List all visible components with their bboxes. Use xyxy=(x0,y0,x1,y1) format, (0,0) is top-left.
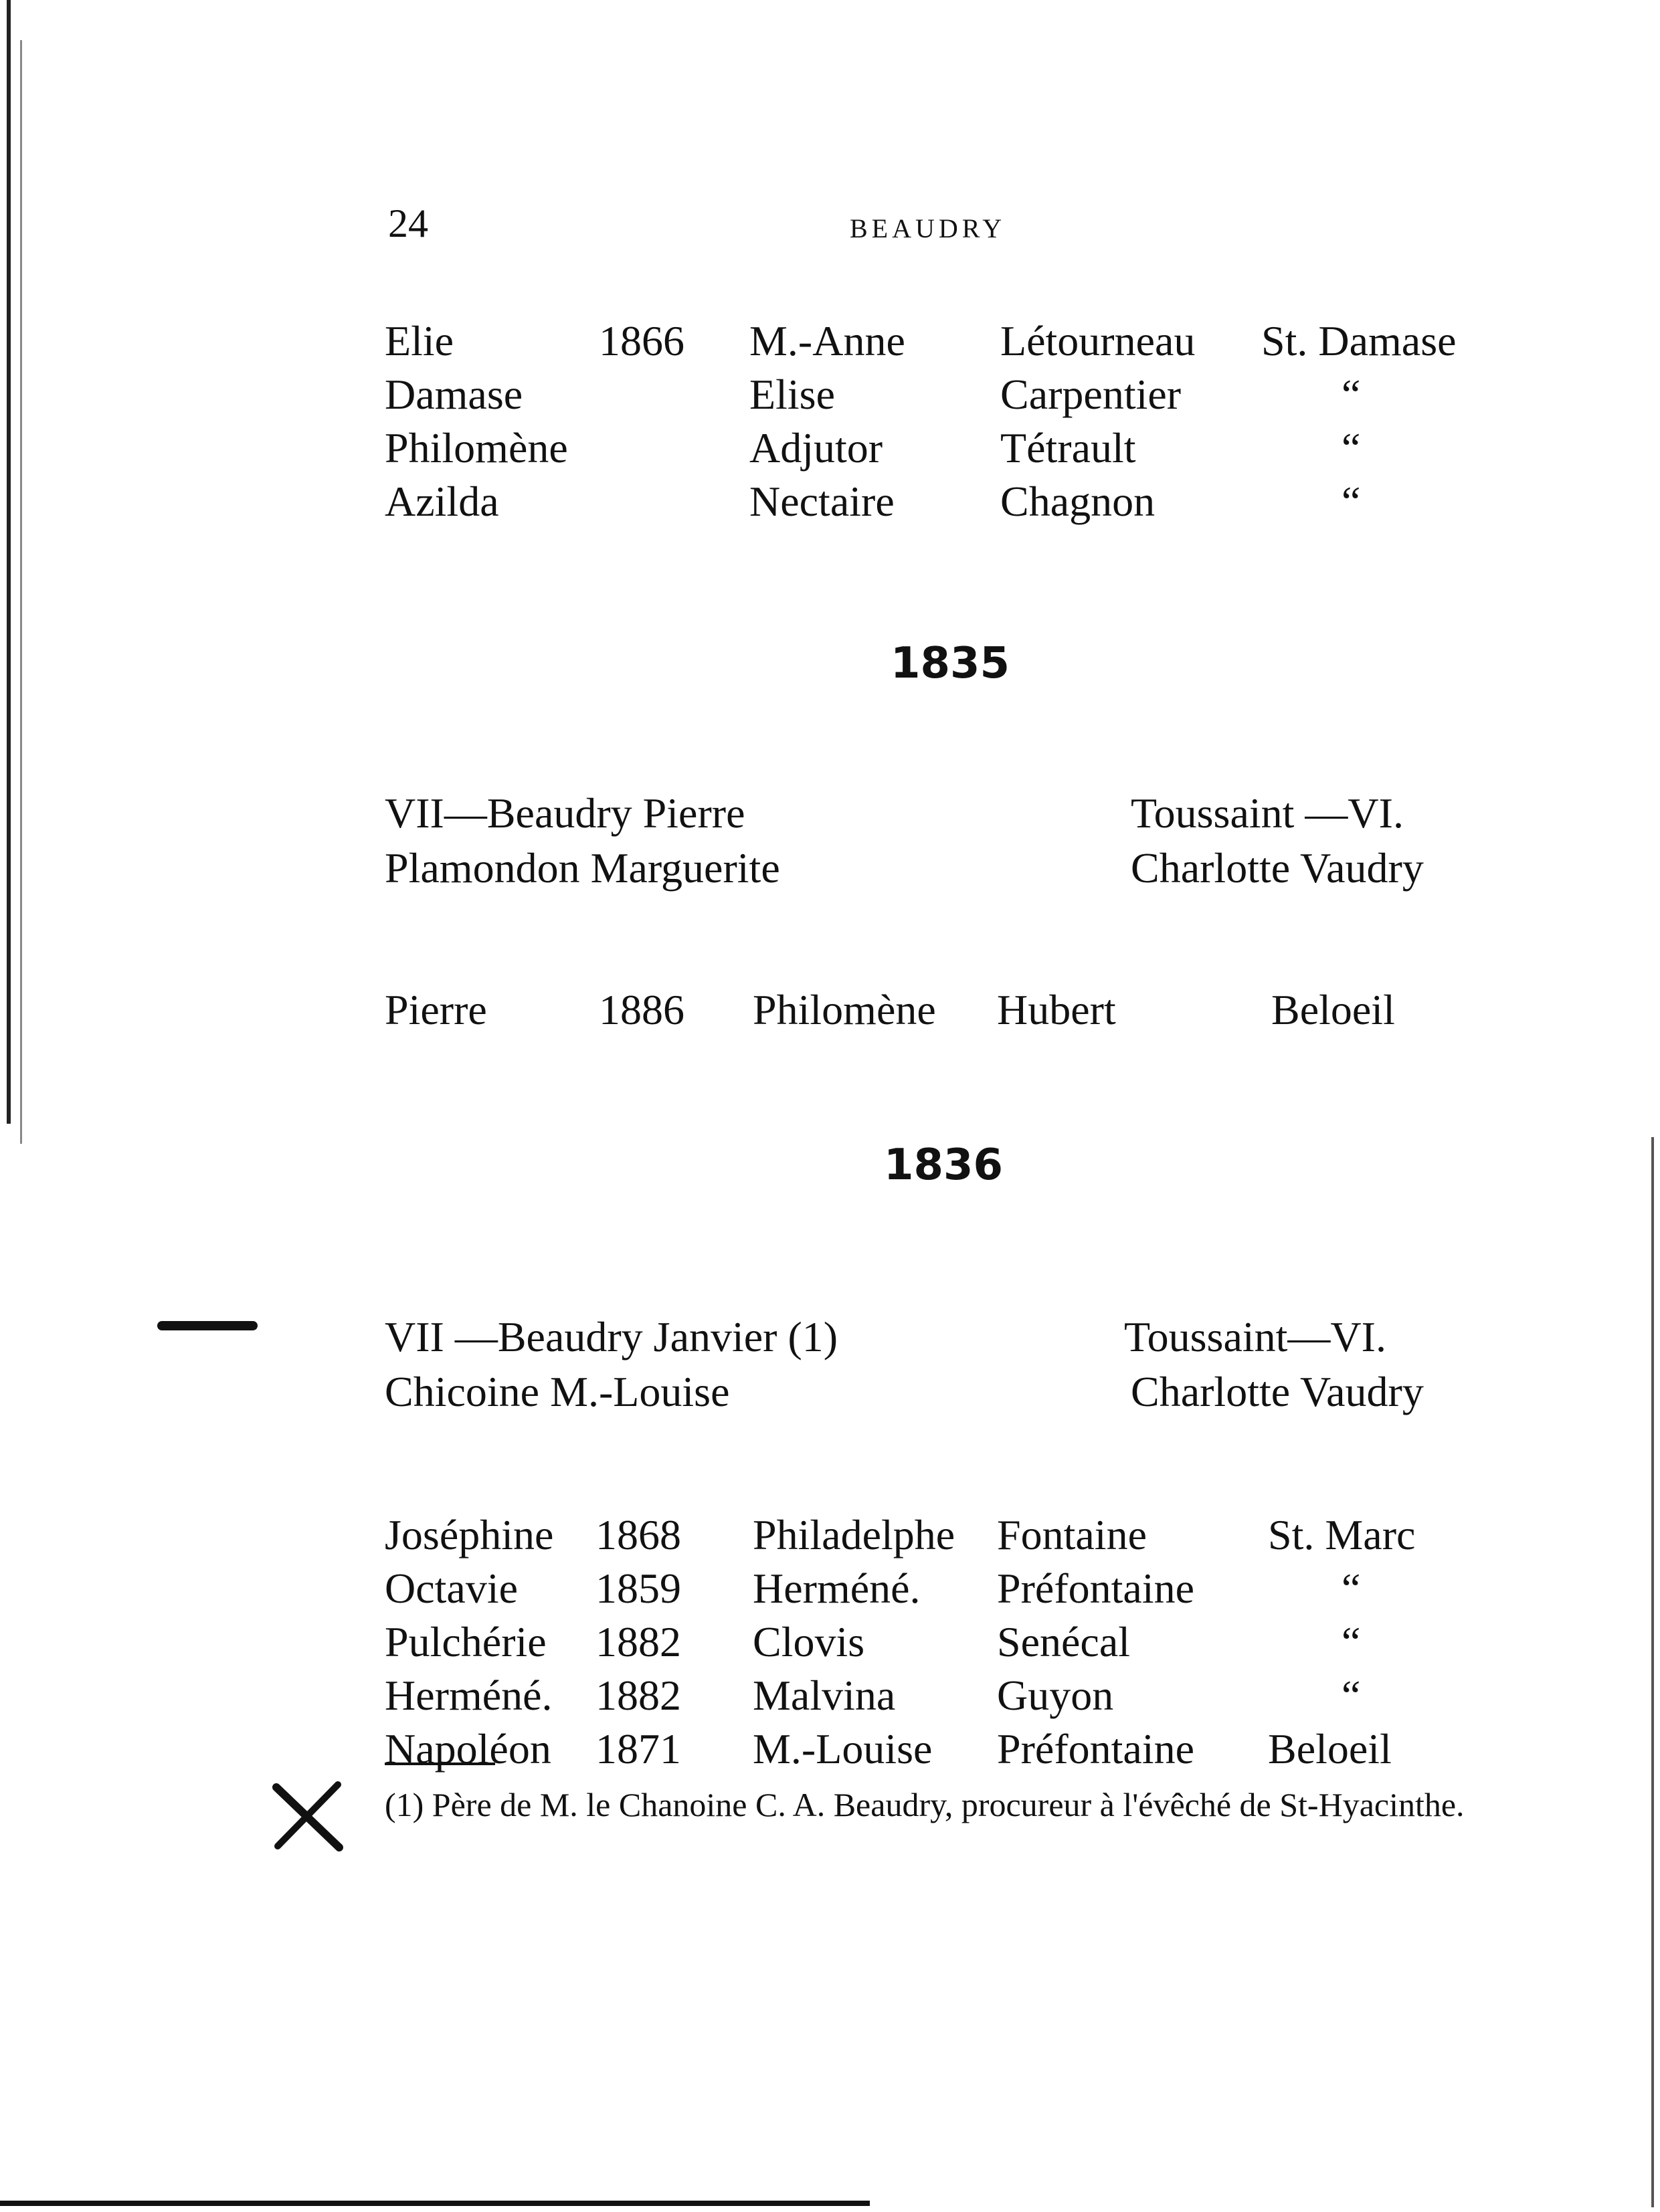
parish-ditto: “ xyxy=(1342,478,1361,525)
footnote: (1) Père de M. le Chanoine C. A. Beaudry, procureur à l'évêché de St-Hyacinthe. xyxy=(385,1786,1465,1823)
spouse-first-name: M.-Louise xyxy=(753,1725,933,1773)
child-name: Herméné. xyxy=(385,1672,553,1719)
child-name: Damase xyxy=(385,371,523,418)
parish: Beloeil xyxy=(1271,986,1395,1033)
spouse-last-name: Hubert xyxy=(997,986,1116,1033)
scan-left-border-faint xyxy=(20,40,22,1144)
parish: St. Marc xyxy=(1268,1511,1416,1559)
wife-parent: Charlotte Vaudry xyxy=(1131,1368,1424,1415)
page-number: 24 xyxy=(388,201,428,245)
wife: Plamondon Marguerite xyxy=(385,844,780,892)
section-year-1836: 1836 xyxy=(883,1140,1004,1190)
child-name: Pulchérie xyxy=(385,1618,547,1666)
parish-ditto: “ xyxy=(1342,1672,1361,1719)
spouse-first-name: Adjutor xyxy=(749,424,883,472)
couple-1836 xyxy=(385,1310,1509,1419)
spouse-last-name: Chagnon xyxy=(1000,478,1156,525)
couple-1835 xyxy=(385,786,1509,896)
handwritten-x-mark xyxy=(271,1779,345,1853)
scan-left-border xyxy=(7,0,11,1124)
child-name: Pierre xyxy=(385,986,487,1033)
wife: Chicoine M.-Louise xyxy=(385,1368,730,1415)
spouse-first-name: Malvina xyxy=(753,1672,896,1719)
wife-parent: Charlotte Vaudry xyxy=(1131,844,1424,892)
spouse-last-name: Létourneau xyxy=(1000,317,1196,365)
spouse-first-name: Philomène xyxy=(753,986,936,1033)
spouse-first-name: Nectaire xyxy=(749,478,895,525)
spouse-first-name: Herméné. xyxy=(753,1565,921,1612)
spouse-first-name: Elise xyxy=(749,371,835,418)
marriage-year: 1859 xyxy=(595,1565,681,1612)
scan-right-edge xyxy=(1651,1137,1654,2207)
parish-ditto: “ xyxy=(1342,1618,1361,1666)
spouse-last-name: Tétrault xyxy=(1000,424,1136,472)
parish: Beloeil xyxy=(1268,1725,1392,1773)
marriage-year: 1886 xyxy=(599,986,684,1033)
marriage-year: 1871 xyxy=(595,1725,681,1773)
spouse-last-name: Senécal xyxy=(997,1618,1130,1666)
section-year-1835: 1835 xyxy=(890,639,1010,688)
spouse-last-name: Guyon xyxy=(997,1672,1114,1719)
child-name: Octavie xyxy=(385,1565,518,1612)
margin-dash-mark xyxy=(157,1321,258,1330)
footnote-rule xyxy=(385,1763,495,1765)
marriage-year: 1882 xyxy=(595,1672,681,1719)
spouse-first-name: M.-Anne xyxy=(749,317,905,365)
spouse-last-name: Préfontaine xyxy=(997,1725,1194,1773)
child-name: Azilda xyxy=(385,478,499,525)
child-name: Elie xyxy=(385,317,454,365)
parish: St. Damase xyxy=(1261,317,1457,365)
husband: VII—Beaudry Pierre xyxy=(385,789,745,837)
marriage-year: 1868 xyxy=(595,1511,681,1559)
running-title: BEAUDRY xyxy=(850,213,1006,243)
scan-bottom-rule xyxy=(0,2201,870,2206)
husband-parent: Toussaint —VI. xyxy=(1131,789,1404,837)
parish-ditto: “ xyxy=(1342,424,1361,472)
spouse-first-name: Clovis xyxy=(753,1618,865,1666)
child-name: Philomène xyxy=(385,424,568,472)
parish-ditto: “ xyxy=(1342,371,1361,418)
spouse-last-name: Fontaine xyxy=(997,1511,1147,1559)
child-name: Joséphine xyxy=(385,1511,554,1559)
child-name: Napoléon xyxy=(385,1725,551,1773)
marriage-year: 1866 xyxy=(599,317,684,365)
parish-ditto: “ xyxy=(1342,1565,1361,1612)
husband: VII —Beaudry Janvier (1) xyxy=(385,1313,838,1361)
spouse-last-name: Préfontaine xyxy=(997,1565,1194,1612)
spouse-last-name: Carpentier xyxy=(1000,371,1182,418)
marriage-year: 1882 xyxy=(595,1618,681,1666)
husband-parent: Toussaint—VI. xyxy=(1124,1313,1386,1361)
spouse-first-name: Philadelphe xyxy=(753,1511,955,1559)
